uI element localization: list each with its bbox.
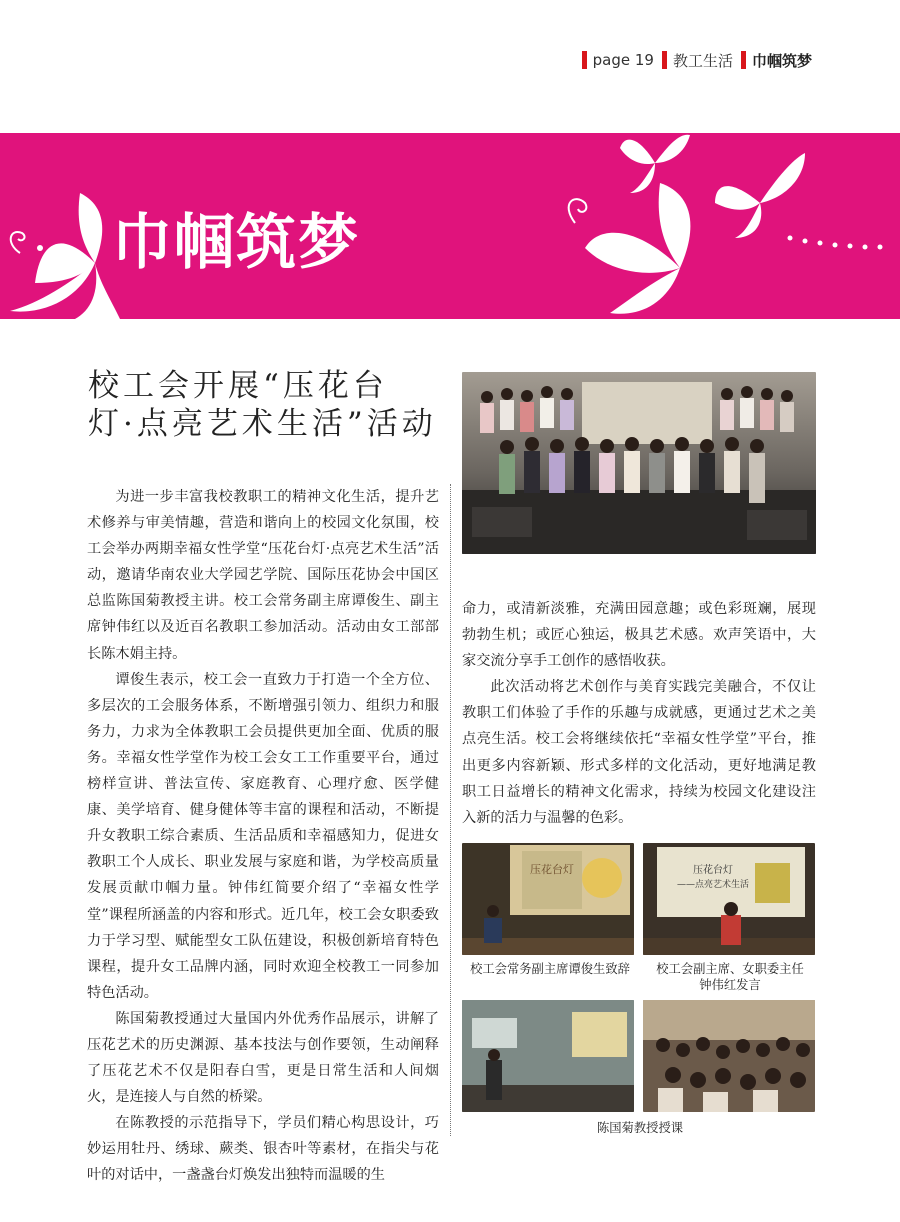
banner-title: 巾帼筑梦 xyxy=(112,208,360,278)
paragraph: 此次活动将艺术创作与美育实践完美融合，不仅让教职工们体验了手作的乐趣与成就感，更通过艺术之美点亮生活。校工会将继续依托“幸福女性学堂”平台，推出更多内容新颖、形式多样的文化活动，更好地满足教职工日益增长的精神文化需求，持续为校园文化建设注入新的活力与温馨的色彩。 xyxy=(462,679,816,826)
photo-caption-line: 钟伟红发言 xyxy=(699,978,761,992)
photo-caption: 陈国菊教授授课 xyxy=(596,1121,684,1135)
page-number: page 19 xyxy=(592,51,654,69)
slide-subtitle: ——点亮艺术生活 xyxy=(676,880,750,890)
header-marker xyxy=(662,51,667,69)
photo-caption: 校工会常务副主席谭俊生致辞 xyxy=(470,962,630,976)
speech-photo-zhong xyxy=(643,843,815,955)
article-left-column xyxy=(87,484,439,1189)
article-title-line: 灯·点亮艺术生活”活动 xyxy=(88,406,437,442)
paragraph: 在陈教授的示范指导下，学员们精心构思设计，巧妙运用牡丹、绣球、蕨类、银杏叶等素材，在指尖与花叶的对话中，一盏盏台灯焕发出独特而温暖的生 xyxy=(87,1115,439,1184)
group-photo xyxy=(462,372,816,554)
column-divider xyxy=(450,484,451,1136)
article-title xyxy=(88,367,448,443)
photo-caption-line: 校工会副主席、女职委主任 xyxy=(656,962,804,976)
slide-title: 压花台灯 xyxy=(530,863,574,876)
section-name: 教工生活 xyxy=(672,51,733,70)
slide-title: 压花台灯 xyxy=(693,865,733,876)
photo-caption xyxy=(640,961,820,993)
paragraph: 谭俊生表示，校工会一直致力于打造一个全方位、多层次的工会服务体系，不断增强引领力、组织力和服务力，力求为全体教职工会员提供更加全面、优质的服务。幸福女性学堂作为校工会女工工作重要平台，通过榜样宣讲、普法宣传、家庭教育、心理疗愈、医学健康、美学培育、健身健体等丰富的课程和活动，不断提升女教职工综合素质、生活品质和幸福感知力，促进女教职工个人成长、职业发展与家庭和谐，为学校高质量发展贡献巾帼力量。钟伟红简要介绍了“幸福女性学堂”课程所涵盖的内容和形式。近几年，校工会女职委致力于学习型、赋能型女工队伍建设，积极创新培育特色课程，提升女工品牌内涵，同时欢迎全校教工一同参加特色活动。 xyxy=(87,671,439,1001)
paragraph: 陈国菊教授通过大量国内外优秀作品展示，讲解了压花艺术的历史渊源、基本技法与创作要领，生动阐释了压花艺术不仅是阳春白雪，更是日常生活和人间烟火，是连接人与自然的桥梁。 xyxy=(87,1010,439,1106)
paragraph: 为进一步丰富我校教职工的精神文化生活，提升艺术修养与审美情趣，营造和谐向上的校园文化氛围，校工会举办两期幸福女性学堂“压花台灯·点亮艺术生活”活动，邀请华南农业大学园艺学院、国际压花协会中国区总监陈国菊教授主讲。校工会常务副主席谭俊生、副主席钟伟红以及近百名教职工参加活动。活动由女工部部长陈木娟主持。 xyxy=(87,489,439,662)
speech-photo-tan-image xyxy=(462,843,634,955)
speech-photo-tan xyxy=(462,843,634,955)
header-marker xyxy=(741,51,746,69)
speech-photo-zhong-image xyxy=(643,843,815,955)
article-right-column xyxy=(462,596,816,831)
header-marker xyxy=(582,51,587,69)
lecture-photo-image xyxy=(462,1000,634,1112)
workshop-photo xyxy=(643,1000,815,1112)
lecture-photo xyxy=(462,1000,634,1112)
page-header xyxy=(582,50,820,70)
article-title-line: 校工会开展“压花台 xyxy=(88,368,388,404)
column-banner xyxy=(0,133,900,319)
column-name: 巾帼筑梦 xyxy=(751,51,812,70)
paragraph-continuation: 命力，或清新淡雅，充满田园意趣；或色彩斑斓，展现勃勃生机；或匠心独运，极具艺术感。欢声笑语中，大家交流分享手工创作的感悟收获。 xyxy=(462,601,816,670)
group-photo-image xyxy=(462,372,816,554)
workshop-photo-image xyxy=(643,1000,815,1112)
